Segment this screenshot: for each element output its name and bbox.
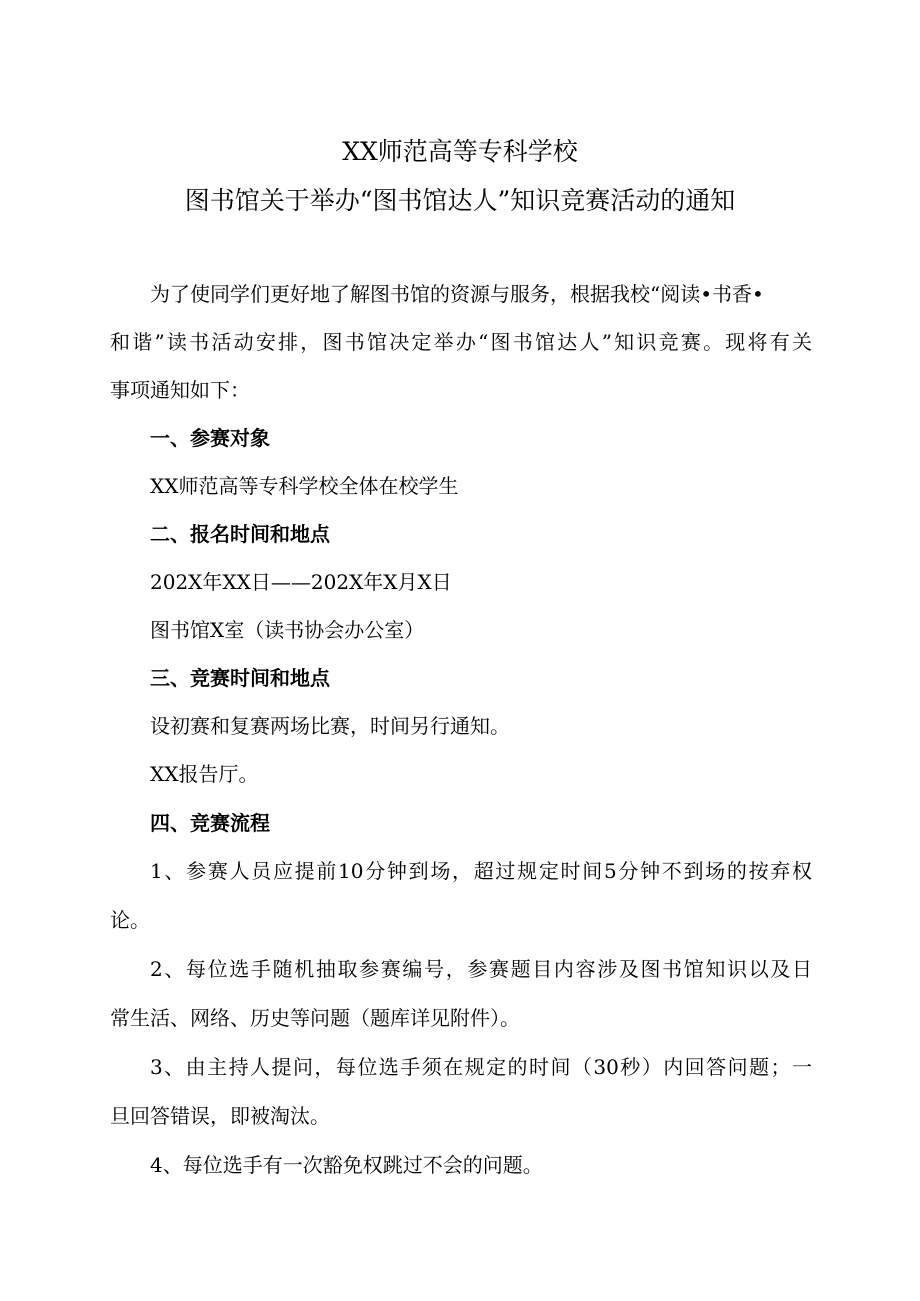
- process-item-2-line-1: 2、每位选手随机抽取参赛编号，参赛题目内容涉及图书馆知识以及日: [150, 957, 812, 981]
- process-item-3-line-1: 3、由主持人提问，每位选手须在规定的时间（30秒）内回答问题；一: [150, 1055, 812, 1079]
- section-heading-process: 四、竞赛流程: [150, 811, 270, 835]
- section-heading-registration: 二、报名时间和地点: [150, 522, 330, 546]
- intro-line-2: 和谐”读书活动安排，图书馆决定举办“图书馆达人”知识竞赛。现将有关: [110, 330, 812, 354]
- process-item-1-line-1: 1、参赛人员应提前10分钟到场，超过规定时间5分钟不到场的按弃权: [150, 859, 812, 883]
- process-item-2-line-2: 常生活、网络、历史等问题（题库详见附件）。: [110, 1006, 520, 1030]
- participants-text: XX师范高等专科学校全体在校学生: [150, 474, 459, 498]
- process-item-4-line-1: 4、每位选手有一次豁免权跳过不会的问题。: [150, 1153, 543, 1177]
- process-item-3-line-2: 旦回答错误，即被淘汰。: [110, 1104, 330, 1128]
- intro-line-3: 事项通知如下：: [110, 378, 250, 402]
- registration-place: 图书馆X室（读书协会办公室）: [150, 618, 425, 642]
- notice-title: 图书馆关于举办“图书馆达人”知识竞赛活动的通知: [184, 186, 736, 215]
- school-name: XX师范高等专科学校: [342, 137, 578, 166]
- section-heading-participants: 一、参赛对象: [150, 426, 270, 450]
- registration-time: 202X年XX日——202X年X月X日: [150, 570, 452, 594]
- competition-place: XX报告厅。: [150, 762, 259, 786]
- competition-time: 设初赛和复赛两场比赛，时间另行通知。: [150, 714, 510, 738]
- process-item-1-line-2: 论。: [110, 908, 150, 932]
- section-heading-competition: 三、竞赛时间和地点: [150, 666, 330, 690]
- intro-line-1: 为了使同学们更好地了解图书馆的资源与服务，根据我校“阅读•书香•: [150, 282, 764, 306]
